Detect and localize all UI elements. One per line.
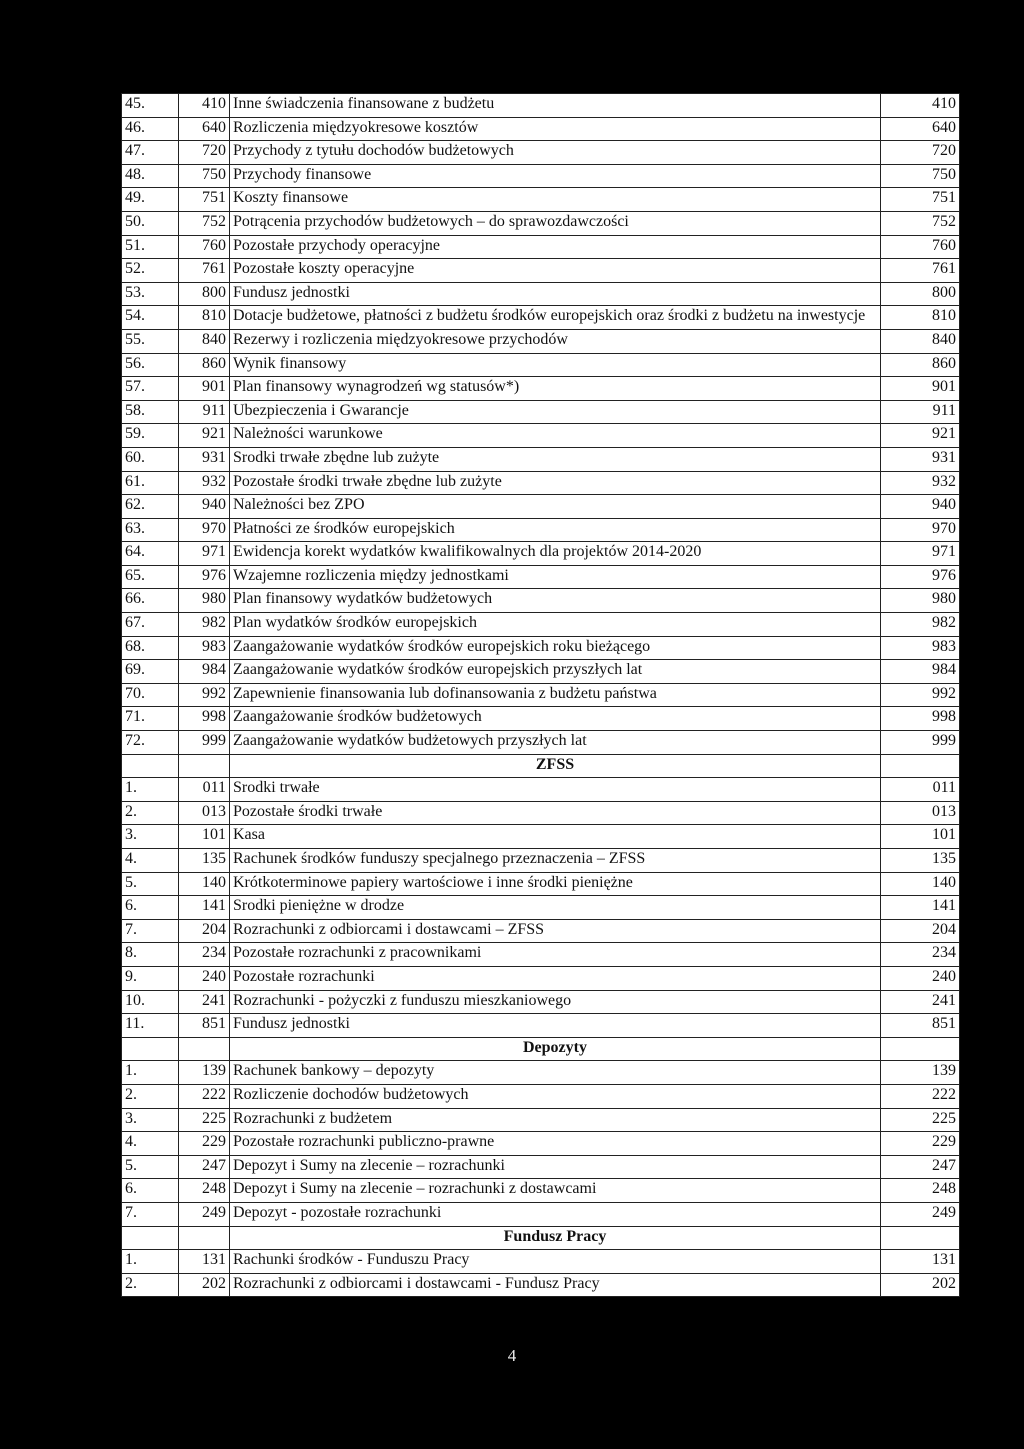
row-number: 64. — [122, 542, 179, 566]
row-number: 72. — [122, 731, 179, 755]
account-code: 970 — [881, 518, 960, 542]
account-name: Zaangażowanie wydatków budżetowych przyszłych lat — [230, 731, 881, 755]
table-row — [122, 447, 960, 471]
account-code: 752 — [881, 211, 960, 235]
row-number: 9. — [122, 966, 179, 990]
account-code: 976 — [881, 565, 960, 589]
account-code: 982 — [881, 613, 960, 637]
section-header-row — [122, 754, 960, 778]
account-name: Koszty finansowe — [230, 188, 881, 212]
account-number: 750 — [179, 164, 230, 188]
account-name: Pozostałe rozrachunki z pracownikami — [230, 943, 881, 967]
account-number: 760 — [179, 235, 230, 259]
table-row — [122, 1250, 960, 1274]
account-name: Zapewnienie finansowania lub dofinansowania z budżetu państwa — [230, 683, 881, 707]
table-row — [122, 471, 960, 495]
empty-cell — [881, 1226, 960, 1250]
account-name: Krótkoterminowe papiery wartościowe i inne środki pieniężne — [230, 872, 881, 896]
table-row — [122, 707, 960, 731]
row-number: 67. — [122, 613, 179, 637]
row-number: 4. — [122, 1132, 179, 1156]
account-code: 720 — [881, 141, 960, 165]
account-name: Wzajemne rozliczenia między jednostkami — [230, 565, 881, 589]
account-number: 013 — [179, 801, 230, 825]
table-row — [122, 329, 960, 353]
account-number: 640 — [179, 117, 230, 141]
account-number: 131 — [179, 1250, 230, 1274]
account-name: Rozliczenie dochodów budżetowych — [230, 1084, 881, 1108]
account-name: Należności warunkowe — [230, 424, 881, 448]
account-code: 999 — [881, 731, 960, 755]
row-number: 55. — [122, 329, 179, 353]
page-number: 4 — [507, 1346, 517, 1365]
table-row — [122, 589, 960, 613]
account-number: 761 — [179, 259, 230, 283]
row-number: 2. — [122, 1273, 179, 1297]
account-code: 247 — [881, 1155, 960, 1179]
account-number: 140 — [179, 872, 230, 896]
account-code: 921 — [881, 424, 960, 448]
account-name: Pozostałe rozrachunki publiczno-prawne — [230, 1132, 881, 1156]
account-code: 234 — [881, 943, 960, 967]
account-number: 241 — [179, 990, 230, 1014]
account-name: Inne świadczenia finansowane z budżetu — [230, 94, 881, 118]
account-code: 940 — [881, 495, 960, 519]
account-name: Przychody finansowe — [230, 164, 881, 188]
row-number: 68. — [122, 636, 179, 660]
account-name: Depozyt i Sumy na zlecenie – rozrachunki — [230, 1155, 881, 1179]
account-code: 980 — [881, 589, 960, 613]
account-number: 998 — [179, 707, 230, 731]
account-code: 931 — [881, 447, 960, 471]
account-code: 932 — [881, 471, 960, 495]
account-number: 984 — [179, 660, 230, 684]
account-code: 840 — [881, 329, 960, 353]
row-number: 3. — [122, 1108, 179, 1132]
row-number: 60. — [122, 447, 179, 471]
account-name: Rozrachunki z odbiorcami i dostawcami - Fundusz Pracy — [230, 1273, 881, 1297]
account-name: Depozyt i Sumy na zlecenie – rozrachunki z dostawcami — [230, 1179, 881, 1203]
account-name: Pozostałe środki trwałe zbędne lub zużyte — [230, 471, 881, 495]
table-row — [122, 141, 960, 165]
account-code: 241 — [881, 990, 960, 1014]
account-name: Plan wydatków środków europejskich — [230, 613, 881, 637]
table-row — [122, 660, 960, 684]
account-code: 851 — [881, 1014, 960, 1038]
account-code: 971 — [881, 542, 960, 566]
account-name: Rezerwy i rozliczenia międzyokresowe przychodów — [230, 329, 881, 353]
chart-of-accounts-table — [121, 93, 960, 1297]
account-code: 013 — [881, 801, 960, 825]
account-name: Rozrachunki - pożyczki z funduszu mieszkaniowego — [230, 990, 881, 1014]
row-number: 5. — [122, 872, 179, 896]
table-row — [122, 235, 960, 259]
account-number: 810 — [179, 306, 230, 330]
account-number: 982 — [179, 613, 230, 637]
section-title: Fundusz Pracy — [230, 1226, 881, 1250]
row-number: 62. — [122, 495, 179, 519]
table-row — [122, 1061, 960, 1085]
account-number: 248 — [179, 1179, 230, 1203]
row-number: 1. — [122, 778, 179, 802]
row-number: 5. — [122, 1155, 179, 1179]
table-body — [122, 94, 960, 1297]
account-code: 761 — [881, 259, 960, 283]
row-number: 8. — [122, 943, 179, 967]
row-number: 1. — [122, 1250, 179, 1274]
row-number: 4. — [122, 849, 179, 873]
account-number: 931 — [179, 447, 230, 471]
account-number: 225 — [179, 1108, 230, 1132]
account-name: Rachunek środków funduszy specjalnego przeznaczenia – ZFSS — [230, 849, 881, 873]
account-number: 752 — [179, 211, 230, 235]
account-number: 983 — [179, 636, 230, 660]
account-name: Zaangażowanie wydatków środków europejskich roku bieżącego — [230, 636, 881, 660]
row-number: 7. — [122, 919, 179, 943]
account-code: 901 — [881, 377, 960, 401]
account-name: Należności bez ZPO — [230, 495, 881, 519]
table-row — [122, 849, 960, 873]
account-number: 222 — [179, 1084, 230, 1108]
row-number: 49. — [122, 188, 179, 212]
row-number: 66. — [122, 589, 179, 613]
table-row — [122, 801, 960, 825]
account-name: Przychody z tytułu dochodów budżetowych — [230, 141, 881, 165]
account-name: Dotacje budżetowe, płatności z budżetu środków europejskich oraz środki z budżetu na inwestycje — [230, 306, 881, 330]
account-number: 101 — [179, 825, 230, 849]
account-name: Rozrachunki z odbiorcami i dostawcami – ZFSS — [230, 919, 881, 943]
account-code: 410 — [881, 94, 960, 118]
table-row — [122, 117, 960, 141]
account-number: 860 — [179, 353, 230, 377]
table-row — [122, 495, 960, 519]
row-number: 6. — [122, 1179, 179, 1203]
table-row — [122, 259, 960, 283]
account-name: Pozostałe koszty operacyjne — [230, 259, 881, 283]
table-row — [122, 542, 960, 566]
account-code: 229 — [881, 1132, 960, 1156]
account-code: 998 — [881, 707, 960, 731]
account-name: Fundusz jednostki — [230, 282, 881, 306]
table-row — [122, 825, 960, 849]
account-name: Ewidencja korekt wydatków kwalifikowalnych dla projektów 2014-2020 — [230, 542, 881, 566]
table-row — [122, 872, 960, 896]
account-code: 911 — [881, 400, 960, 424]
section-title: Depozyty — [230, 1037, 881, 1061]
table-row — [122, 306, 960, 330]
account-code: 240 — [881, 966, 960, 990]
table-row — [122, 1084, 960, 1108]
table-row — [122, 778, 960, 802]
row-number: 47. — [122, 141, 179, 165]
account-code: 751 — [881, 188, 960, 212]
table-row — [122, 943, 960, 967]
account-name: Zaangażowanie środków budżetowych — [230, 707, 881, 731]
account-code: 984 — [881, 660, 960, 684]
row-number: 58. — [122, 400, 179, 424]
table-row — [122, 1108, 960, 1132]
account-name: Srodki pieniężne w drodze — [230, 896, 881, 920]
account-number: 202 — [179, 1273, 230, 1297]
account-name: Plan finansowy wynagrodzeń wg statusów*) — [230, 377, 881, 401]
row-number: 52. — [122, 259, 179, 283]
account-code: 131 — [881, 1250, 960, 1274]
account-number: 980 — [179, 589, 230, 613]
table-row — [122, 683, 960, 707]
empty-cell — [122, 1037, 179, 1061]
row-number: 6. — [122, 896, 179, 920]
row-number: 63. — [122, 518, 179, 542]
row-number: 1. — [122, 1061, 179, 1085]
account-number: 234 — [179, 943, 230, 967]
table-row — [122, 424, 960, 448]
table-row — [122, 188, 960, 212]
row-number: 2. — [122, 801, 179, 825]
account-number: 921 — [179, 424, 230, 448]
row-number: 56. — [122, 353, 179, 377]
account-code: 135 — [881, 849, 960, 873]
row-number: 3. — [122, 825, 179, 849]
account-number: 851 — [179, 1014, 230, 1038]
account-name: Plan finansowy wydatków budżetowych — [230, 589, 881, 613]
account-number: 141 — [179, 896, 230, 920]
account-name: Srodki trwałe zbędne lub zużyte — [230, 447, 881, 471]
account-code: 750 — [881, 164, 960, 188]
account-number: 901 — [179, 377, 230, 401]
row-number: 48. — [122, 164, 179, 188]
section-title: ZFSS — [230, 754, 881, 778]
account-name: Płatności ze środków europejskich — [230, 518, 881, 542]
row-number: 50. — [122, 211, 179, 235]
row-number: 59. — [122, 424, 179, 448]
row-number: 7. — [122, 1202, 179, 1226]
table-row — [122, 1132, 960, 1156]
account-number: 940 — [179, 495, 230, 519]
account-number: 976 — [179, 565, 230, 589]
account-number: 139 — [179, 1061, 230, 1085]
table-row — [122, 353, 960, 377]
row-number: 45. — [122, 94, 179, 118]
account-code: 222 — [881, 1084, 960, 1108]
account-name: Fundusz jednostki — [230, 1014, 881, 1038]
account-code: 640 — [881, 117, 960, 141]
table-row — [122, 731, 960, 755]
account-number: 992 — [179, 683, 230, 707]
empty-cell — [179, 1037, 230, 1061]
table-row — [122, 1202, 960, 1226]
account-name: Potrącenia przychodów budżetowych – do sprawozdawczości — [230, 211, 881, 235]
row-number: 70. — [122, 683, 179, 707]
account-code: 140 — [881, 872, 960, 896]
account-code: 101 — [881, 825, 960, 849]
empty-cell — [881, 754, 960, 778]
account-name: Kasa — [230, 825, 881, 849]
account-code: 983 — [881, 636, 960, 660]
account-number: 240 — [179, 966, 230, 990]
empty-cell — [179, 754, 230, 778]
account-number: 247 — [179, 1155, 230, 1179]
table-row — [122, 1179, 960, 1203]
account-code: 860 — [881, 353, 960, 377]
row-number: 71. — [122, 707, 179, 731]
account-name: Rozrachunki z budżetem — [230, 1108, 881, 1132]
account-number: 720 — [179, 141, 230, 165]
account-number: 135 — [179, 849, 230, 873]
table-row — [122, 896, 960, 920]
account-number: 204 — [179, 919, 230, 943]
account-name: Depozyt - pozostałe rozrachunki — [230, 1202, 881, 1226]
account-code: 248 — [881, 1179, 960, 1203]
account-number: 911 — [179, 400, 230, 424]
table-row — [122, 282, 960, 306]
account-code: 141 — [881, 896, 960, 920]
account-name: Rozliczenia międzyokresowe kosztów — [230, 117, 881, 141]
table-row — [122, 613, 960, 637]
table-row — [122, 565, 960, 589]
account-name: Pozostałe środki trwałe — [230, 801, 881, 825]
account-code: 810 — [881, 306, 960, 330]
account-name: Srodki trwałe — [230, 778, 881, 802]
table-row — [122, 1155, 960, 1179]
row-number: 69. — [122, 660, 179, 684]
account-code: 225 — [881, 1108, 960, 1132]
row-number: 53. — [122, 282, 179, 306]
account-name: Wynik finansowy — [230, 353, 881, 377]
table-row — [122, 990, 960, 1014]
account-name: Rachunki środków - Funduszu Pracy — [230, 1250, 881, 1274]
account-name: Zaangażowanie wydatków środków europejskich przyszłych lat — [230, 660, 881, 684]
table-row — [122, 211, 960, 235]
account-number: 751 — [179, 188, 230, 212]
row-number: 2. — [122, 1084, 179, 1108]
account-number: 970 — [179, 518, 230, 542]
table-row — [122, 1273, 960, 1297]
account-number: 249 — [179, 1202, 230, 1226]
row-number: 54. — [122, 306, 179, 330]
section-header-row — [122, 1037, 960, 1061]
table-row — [122, 518, 960, 542]
account-code: 202 — [881, 1273, 960, 1297]
empty-cell — [179, 1226, 230, 1250]
section-header-row — [122, 1226, 960, 1250]
account-name: Pozostałe przychody operacyjne — [230, 235, 881, 259]
account-number: 800 — [179, 282, 230, 306]
table-row — [122, 1014, 960, 1038]
table-row — [122, 966, 960, 990]
account-code: 992 — [881, 683, 960, 707]
account-code: 011 — [881, 778, 960, 802]
account-number: 011 — [179, 778, 230, 802]
account-code: 204 — [881, 919, 960, 943]
account-code: 139 — [881, 1061, 960, 1085]
account-name: Rachunek bankowy – depozyty — [230, 1061, 881, 1085]
account-number: 229 — [179, 1132, 230, 1156]
empty-cell — [122, 754, 179, 778]
row-number: 11. — [122, 1014, 179, 1038]
row-number: 57. — [122, 377, 179, 401]
account-number: 971 — [179, 542, 230, 566]
account-number: 840 — [179, 329, 230, 353]
table-row — [122, 636, 960, 660]
account-name: Pozostałe rozrachunki — [230, 966, 881, 990]
account-number: 410 — [179, 94, 230, 118]
table-row — [122, 164, 960, 188]
account-number: 999 — [179, 731, 230, 755]
row-number: 51. — [122, 235, 179, 259]
table-row — [122, 919, 960, 943]
account-name: Ubezpieczenia i Gwarancje — [230, 400, 881, 424]
row-number: 10. — [122, 990, 179, 1014]
empty-cell — [881, 1037, 960, 1061]
account-code: 800 — [881, 282, 960, 306]
table-row — [122, 377, 960, 401]
row-number: 61. — [122, 471, 179, 495]
table-row — [122, 400, 960, 424]
empty-cell — [122, 1226, 179, 1250]
account-code: 249 — [881, 1202, 960, 1226]
row-number: 65. — [122, 565, 179, 589]
account-code: 760 — [881, 235, 960, 259]
row-number: 46. — [122, 117, 179, 141]
account-number: 932 — [179, 471, 230, 495]
table-row — [122, 94, 960, 118]
